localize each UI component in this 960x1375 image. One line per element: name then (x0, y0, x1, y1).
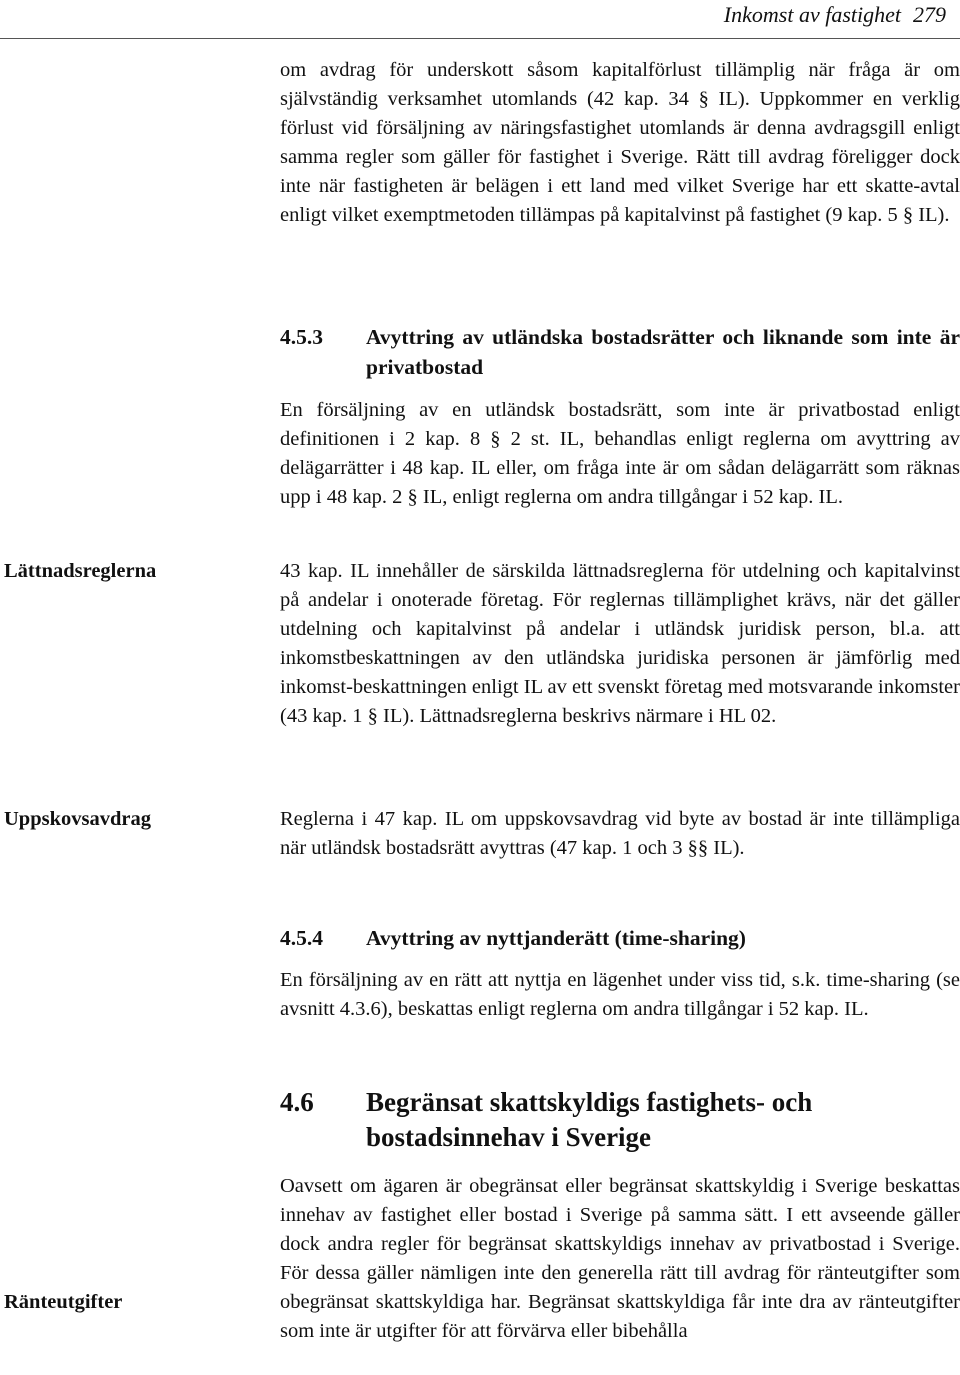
heading-4-6 (280, 1085, 960, 1155)
paragraph-uppskovsavdrag: Reglerna i 47 kap. IL om uppskovsavdrag vid byte av bostad är inte tillämpliga när utländsk bostadsrätt avyttras (47 kap. 1 och 3 §§ IL). (280, 808, 960, 859)
heading-number: 4.6 (280, 1087, 314, 1117)
paragraph-lattnadsreglerna: 43 kap. IL innehåller de särskilda lättnadsreglerna för utdelning och kapitalvinst på andelar i onoterade företag. För reglernas tillämplighet krävs, när det gäller utdelning och kapitalvinst på andelar i utländsk juridisk person, bl.a. att inkomstbeskattningen av den utländska juridiska personen är jämförlig med inkomst-beskattningen enligt IL av ett svenskt företag med motsvarande inkomster (43 kap. 1 § IL). Lättnadsreglerna beskrivs närmare i HL 02. (280, 560, 960, 727)
running-head (724, 0, 946, 30)
margin-note-lattnadsreglerna: Lättnadsreglerna (4, 560, 157, 582)
paragraph-begransat-skattskyldig: Oavsett om ägaren är obegränsat eller begränsat skattskyldig i Sverige beskattas innehav av fastighet eller bostad i Sverige på samma sätt. I ett avseende gäller dock andra regler för begränsat skattskyldigs innehav av privatbostad i Sverige. För dessa gäller nämligen inte den generella rätt till avdrag för ränteutgifter som obegränsat skattskyldiga har. Begränsat skattskyldiga får inte dra av ränteutgifter som inte är utgifter för att förvärva eller bibehålla (280, 1175, 960, 1342)
heading-4-5-4 (280, 923, 960, 953)
running-title: Inkomst av fastighet (723, 2, 901, 27)
page-number: 279 (913, 2, 946, 27)
heading-title: Avyttring av utländska bostadsrätter och liknande som inte är privatbostad (366, 325, 960, 379)
heading-number: 4.5.3 (280, 325, 323, 349)
margin-note-uppskovsavdrag: Uppskovsavdrag (4, 808, 151, 830)
heading-number: 4.5.4 (280, 926, 323, 950)
paragraph-underskott: om avdrag för underskott såsom kapitalförlust tillämplig när fråga är om självständig verksamhet utomlands (42 kap. 34 § IL). Uppkommer en verklig förlust vid försäljning av näringsfastighet utomlands är denna avdragsgill enligt samma regler som gäller för fastighet i Sverige. Rätt till avdrag föreligger dock inte när fastigheten är belägen i ett land med vilket Sverige har ett skatte-avtal enligt vilket exemptmetoden tillämpas på kapitalvinst på fastighet (9 kap. 5 § IL). (280, 59, 960, 226)
heading-4-5-3 (280, 322, 960, 382)
paragraph-time-sharing: En försäljning av en rätt att nyttja en lägenhet under viss tid, s.k. time-sharing (se avsnitt 4.3.6), beskattas enligt reglerna om andra tillgångar i 52 kap. IL. (280, 969, 960, 1020)
heading-title: Avyttring av nyttjanderätt (time-sharing) (366, 926, 746, 950)
header-rule (0, 38, 960, 39)
paragraph-bostadsratt: En försäljning av en utländsk bostadsrätt, som inte är privatbostad enligt definitionen i 2 kap. 8 § 2 st. IL, behandlas enligt reglerna om avyttring av delägarrätter i 48 kap. IL eller, om fråga inte är om sådan delägarrätt som räknas upp i 48 kap. 2 § IL, enligt reglerna om andra tillgångar i 52 kap. IL. (280, 399, 960, 508)
heading-title: Begränsat skattskyldigs fastighets- och bostadsinnehav i Sverige (366, 1087, 813, 1152)
margin-note-ranteutgifter: Ränteutgifter (4, 1291, 123, 1313)
